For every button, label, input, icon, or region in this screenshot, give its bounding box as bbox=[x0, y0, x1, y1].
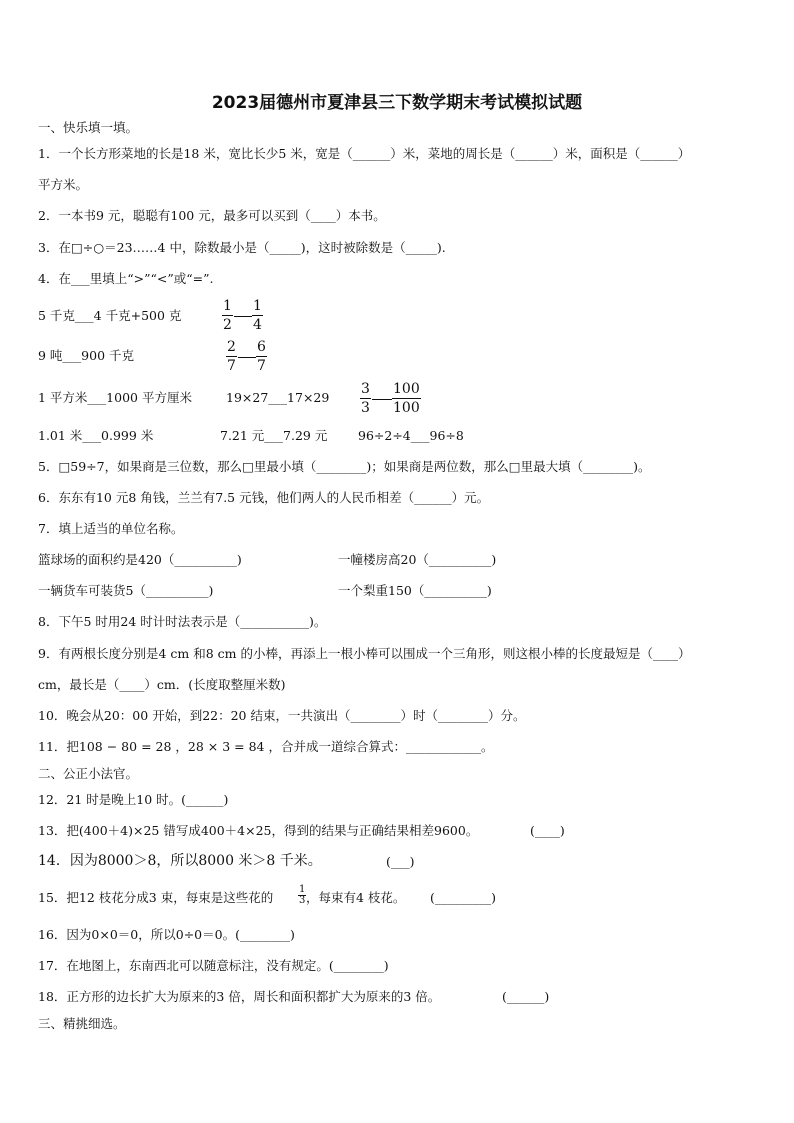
fraction-numerator: 100 bbox=[393, 381, 420, 397]
fraction-denominator: 2 bbox=[223, 317, 232, 333]
question-16: 16．因为0×0＝0，所以0÷0＝0。(________) bbox=[38, 927, 295, 942]
fraction-1-2 bbox=[222, 298, 233, 333]
question-7-b: 一幢楼房高20（__________) bbox=[338, 552, 497, 567]
compare-item-2: 9 吨___900 千克 bbox=[38, 348, 135, 363]
question-7: 7．填上适当的单位名称。 bbox=[38, 521, 184, 536]
section-3-heading: 三、精挑细选。 bbox=[38, 1016, 126, 1031]
compare-item-7: 96÷2÷4___96÷8 bbox=[358, 428, 464, 443]
fraction-denominator: 3 bbox=[299, 895, 306, 906]
question-15-answer-blank[interactable]: (_________) bbox=[430, 890, 497, 905]
compare-item-1: 5 千克___4 千克+500 克 bbox=[38, 308, 182, 323]
question-10: 10．晚会从20：00 开始，到22：20 结束，一共演出（________）时（________）分。 bbox=[38, 708, 526, 723]
question-9-continued: cm，最长是（____）cm．(长度取整厘米数) bbox=[38, 677, 286, 692]
fraction-denominator: 7 bbox=[257, 358, 266, 374]
question-5: 5．□59÷7，如果商是三位数，那么□里最小填（________)；如果商是两位数，那么□里最大填（________)。 bbox=[38, 459, 651, 474]
fraction-denominator: 3 bbox=[361, 400, 370, 416]
question-18: 18．正方形的边长扩大为原来的3 倍，周长和面积都扩大为原来的3 倍。 bbox=[38, 989, 441, 1004]
fraction-2-7 bbox=[226, 339, 237, 374]
question-13: 13．把(400＋4)×25 错写成400＋4×25，得到的结果与正确结果相差9600。 bbox=[38, 823, 479, 838]
fraction-6-7 bbox=[256, 339, 267, 374]
question-12: 12．21 时是晚上10 时。(______) bbox=[38, 792, 229, 807]
fraction-numerator: 3 bbox=[361, 381, 370, 397]
compare-item-6: 7.21 元___7.29 元 bbox=[220, 428, 328, 443]
question-4: 4．在___里填上“>”“<”或“=”. bbox=[38, 271, 214, 286]
fraction-numerator: 1 bbox=[299, 884, 306, 895]
question-2: 2．一本书9 元，聪聪有100 元，最多可以买到（____）本书。 bbox=[38, 208, 386, 223]
question-7-c: 一辆货车可装货5（__________) bbox=[38, 583, 214, 598]
fraction-denominator: 4 bbox=[253, 317, 262, 333]
fraction-1-4 bbox=[252, 298, 263, 333]
fraction-numerator: 1 bbox=[223, 298, 232, 314]
question-7-d: 一个梨重150（__________) bbox=[338, 583, 492, 598]
fraction-100-100 bbox=[392, 381, 421, 416]
question-14: 14．因为8000＞8，所以8000 米＞8 千米。 bbox=[38, 853, 322, 869]
question-18-answer-blank[interactable]: (______) bbox=[502, 989, 550, 1004]
question-17: 17．在地图上，东南西北可以随意标注，没有规定。(________) bbox=[38, 958, 389, 973]
question-13-answer-blank[interactable]: (____) bbox=[530, 823, 565, 838]
section-2-heading: 二、公正小法官。 bbox=[38, 766, 139, 781]
fraction-numerator: 2 bbox=[227, 339, 236, 355]
fraction-denominator: 7 bbox=[227, 358, 236, 374]
answer-blank[interactable] bbox=[238, 357, 256, 358]
fraction-denominator: 100 bbox=[393, 400, 420, 416]
question-11: 11．把108 − 80 = 28 ，28 × 3 = 84 ，合并成一道综合算式：____________。 bbox=[38, 739, 494, 754]
question-1-continued: 平方米。 bbox=[38, 177, 89, 192]
question-15-part-2: ，每束有4 枝花。 bbox=[306, 890, 406, 905]
fraction-3-3 bbox=[360, 381, 371, 416]
question-7-a: 篮球场的面积约是420（__________) bbox=[38, 552, 242, 567]
fraction-numerator: 6 bbox=[257, 339, 266, 355]
question-14-answer-blank[interactable]: (___) bbox=[386, 854, 415, 869]
answer-blank[interactable] bbox=[234, 316, 252, 317]
compare-item-4: 19×27___17×29 bbox=[226, 390, 330, 405]
question-3: 3．在□÷○＝23……4 中，除数最小是（_____)，这时被除数是（_____). bbox=[38, 240, 446, 255]
fraction-numerator: 1 bbox=[253, 298, 262, 314]
page-title: 2023届德州市夏津县三下数学期末考试模拟试题 bbox=[211, 93, 583, 113]
question-9: 9．有两根长度分别是4 cm 和8 cm 的小棒，再添上一根小棒可以围成一个三角形，则这根小棒的长度最短是（____） bbox=[38, 646, 691, 661]
question-6: 6．东东有10 元8 角钱，兰兰有7.5 元钱，他们两人的人民币相差（______）元。 bbox=[38, 490, 490, 505]
question-8: 8．下午5 时用24 时计时法表示是（___________)。 bbox=[38, 614, 327, 629]
compare-item-5: 1.01 米___0.999 米 bbox=[38, 428, 154, 443]
section-1-heading: 一、快乐填一填。 bbox=[38, 120, 139, 135]
question-15-part-1: 15．把12 枝花分成3 束，每束是这些花的 bbox=[38, 890, 274, 905]
answer-blank[interactable] bbox=[372, 399, 392, 400]
compare-item-3: 1 平方米___1000 平方厘米 bbox=[38, 390, 192, 405]
question-1: 1．一个长方形菜地的长是18 米，宽比长少5 米，宽是（______）米，菜地的周长是（______）米，面积是（______） bbox=[38, 146, 691, 161]
